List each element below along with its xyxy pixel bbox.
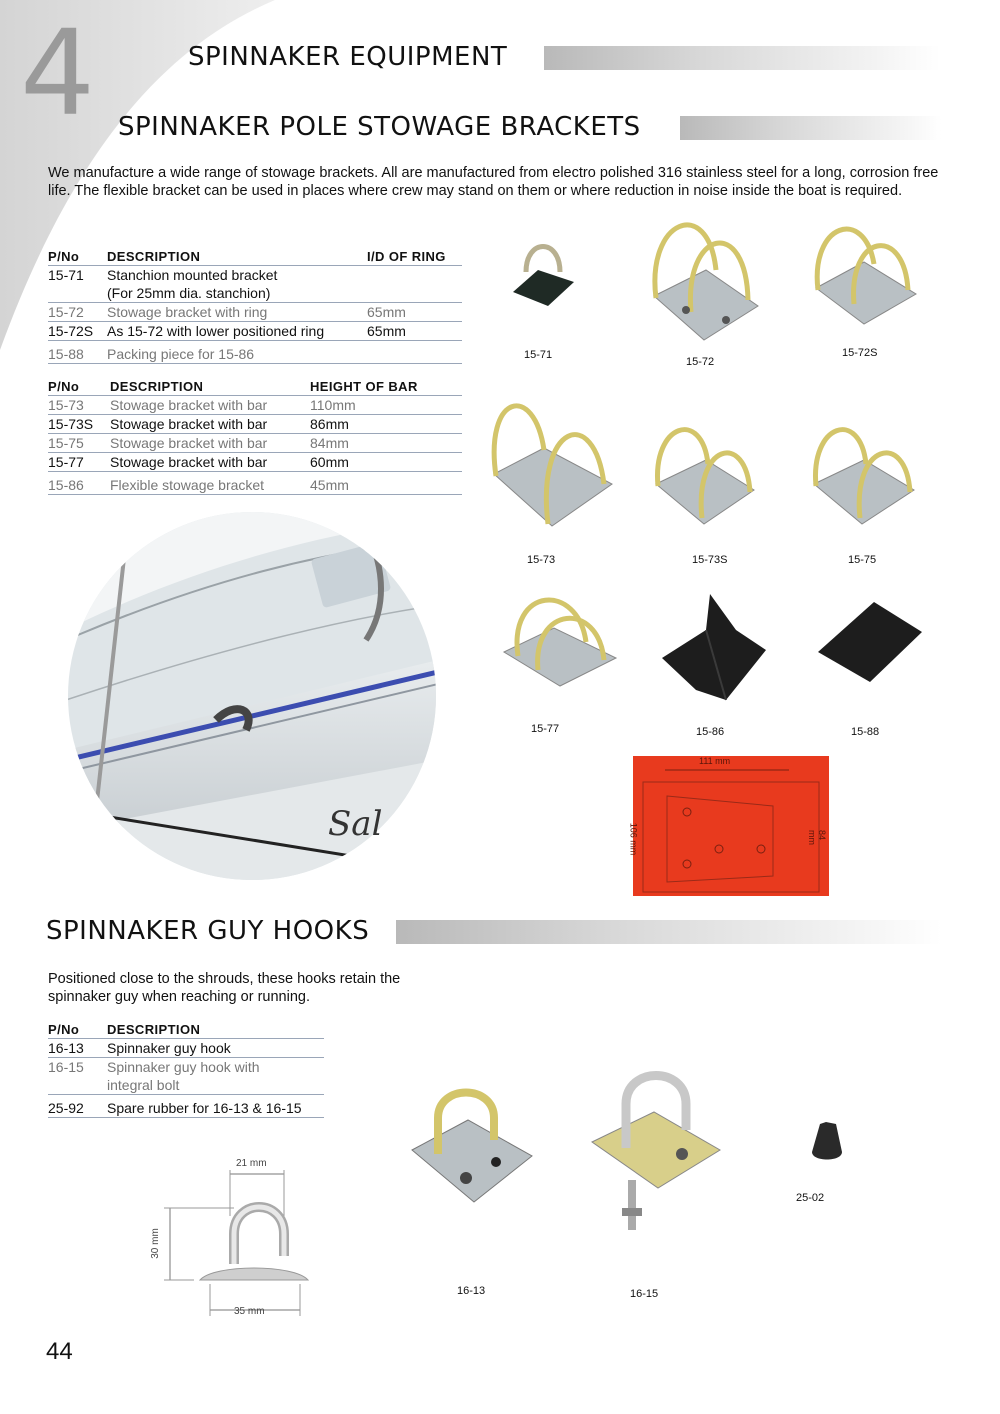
table-row xyxy=(48,266,462,303)
bracket-15-73-image xyxy=(484,384,616,532)
part-number: 15-75 xyxy=(48,434,110,453)
photo-text: Sal xyxy=(328,804,383,844)
col-header: DESCRIPTION xyxy=(110,378,310,396)
description: Stowage bracket with bar xyxy=(110,415,310,434)
bracket-15-75-image xyxy=(806,404,918,528)
caption: 16-15 xyxy=(630,1288,659,1300)
caption: 15-86 xyxy=(696,726,725,738)
bracket-dimension-drawing xyxy=(628,756,829,896)
caption: 25-02 xyxy=(796,1192,825,1204)
description: Stowage bracket with ring xyxy=(107,303,367,322)
description: As 15-72 with lower positioned ring xyxy=(107,322,367,341)
drawing-width-label: 111 mm xyxy=(699,756,731,766)
table-row xyxy=(48,1058,324,1095)
chapter-number: 4 xyxy=(20,4,96,142)
caption: 15-88 xyxy=(851,726,880,738)
caption: 15-77 xyxy=(531,723,560,735)
bracket-15-73s-image xyxy=(648,404,758,528)
bracket-15-86-image xyxy=(656,590,770,704)
table-row xyxy=(48,472,462,495)
table-row xyxy=(48,341,462,364)
col-header: DESCRIPTION xyxy=(107,248,367,266)
hook-dimension-drawing xyxy=(149,1156,314,1326)
ring-size xyxy=(367,266,462,303)
brackets-ring-table xyxy=(48,248,462,364)
table-row xyxy=(48,1095,324,1118)
caption: 15-73 xyxy=(527,554,556,566)
bar-height: 110mm xyxy=(310,396,462,415)
bracket-15-71-image xyxy=(508,232,578,312)
bracket-15-72s-image xyxy=(804,204,920,328)
hook-top-label: 21 mm xyxy=(236,1158,267,1169)
description: Flexible stowage bracket xyxy=(110,472,310,495)
description: Stowage bracket with bar xyxy=(110,453,310,472)
hooks-table xyxy=(48,1021,324,1118)
part-number: 15-72S xyxy=(48,322,107,341)
hook-16-13-image xyxy=(408,1078,536,1208)
drawing-canvas xyxy=(633,756,829,896)
part-number: 15-73S xyxy=(48,415,110,434)
bracket-15-88-image xyxy=(814,596,926,686)
caption: 15-71 xyxy=(524,349,553,361)
table-header-row xyxy=(48,248,462,266)
caption: 15-72S xyxy=(842,347,878,359)
table-row xyxy=(48,453,462,472)
part-number: 15-71 xyxy=(48,266,107,303)
part-number: 15-77 xyxy=(48,453,110,472)
part-number: 25-92 xyxy=(48,1095,107,1118)
caption: 15-73S xyxy=(692,554,728,566)
description: Stanchion mounted bracket (For 25mm dia. stanchion) xyxy=(107,266,367,303)
bar-height: 60mm xyxy=(310,453,462,472)
description: Stowage bracket with bar xyxy=(110,396,310,415)
hook-drawing-canvas xyxy=(154,1156,314,1326)
col-header: DESCRIPTION xyxy=(107,1021,324,1039)
hooks-title-bar xyxy=(396,920,942,944)
bar-height: 86mm xyxy=(310,415,462,434)
bracket-15-72-image xyxy=(636,200,762,348)
description: Stowage bracket with bar xyxy=(110,434,310,453)
bracket-15-77-image xyxy=(498,586,620,688)
description: Spinnaker guy hook xyxy=(107,1039,324,1058)
caption: 15-72 xyxy=(686,356,715,368)
boat-photo xyxy=(66,510,438,882)
table-header-row xyxy=(48,1021,324,1039)
ring-size: 65mm xyxy=(367,303,462,322)
col-header: P/No xyxy=(48,248,107,266)
hook-bottom-label: 35 mm xyxy=(234,1306,265,1317)
bar-height: 84mm xyxy=(310,434,462,453)
rubber-25-02-image xyxy=(806,1118,848,1168)
brackets-title: SPINNAKER POLE STOWAGE BRACKETS xyxy=(118,112,641,142)
part-number: 15-88 xyxy=(48,341,107,364)
table-row xyxy=(48,396,462,415)
drawing-right-label: 84 mm xyxy=(807,830,827,845)
brackets-title-bar xyxy=(680,116,942,140)
hook-side-label: 30 mm xyxy=(149,1228,161,1259)
part-number: 15-73 xyxy=(48,396,110,415)
table-header-row xyxy=(48,378,462,396)
brackets-bar-table xyxy=(48,378,462,495)
table-row xyxy=(48,303,462,322)
ring-size xyxy=(367,341,462,364)
description: Spare rubber for 16-13 & 16-15 xyxy=(107,1095,324,1118)
part-number: 15-72 xyxy=(48,303,107,322)
section-title: SPINNAKER EQUIPMENT xyxy=(188,42,508,72)
col-header: HEIGHT OF BAR xyxy=(310,378,462,396)
part-number: 15-86 xyxy=(48,472,110,495)
col-header: P/No xyxy=(48,378,110,396)
col-header: I/D OF RING xyxy=(367,248,462,266)
part-number: 16-15 xyxy=(48,1058,107,1095)
drawing-left-label: 106 mm xyxy=(628,822,639,856)
page-number: 44 xyxy=(46,1338,73,1365)
brackets-intro: We manufacture a wide range of stowage brackets. All are manufactured from electro polished 316 stainless steel for a long, corrosion free life. The flexible bracket can be used in places where crew may stand on them or where reduction in noise inside the boat is required. xyxy=(48,165,939,199)
caption: 16-13 xyxy=(457,1285,486,1297)
ring-size: 65mm xyxy=(367,322,462,341)
bar-height: 45mm xyxy=(310,472,462,495)
table-row xyxy=(48,322,462,341)
table-row xyxy=(48,1039,324,1058)
hook-16-15-image xyxy=(586,1060,726,1240)
col-header: P/No xyxy=(48,1021,107,1039)
hooks-title: SPINNAKER GUY HOOKS xyxy=(46,916,370,946)
section-title-bar xyxy=(544,46,940,70)
description: Packing piece for 15-86 xyxy=(107,341,367,364)
part-number: 16-13 xyxy=(48,1039,107,1058)
caption: 15-75 xyxy=(848,554,877,566)
description: Spinnaker guy hook with integral bolt xyxy=(107,1058,324,1095)
hooks-intro: Positioned close to the shrouds, these hooks retain the spinnaker guy when reaching or running. xyxy=(48,971,401,1005)
table-row xyxy=(48,415,462,434)
table-row xyxy=(48,434,462,453)
